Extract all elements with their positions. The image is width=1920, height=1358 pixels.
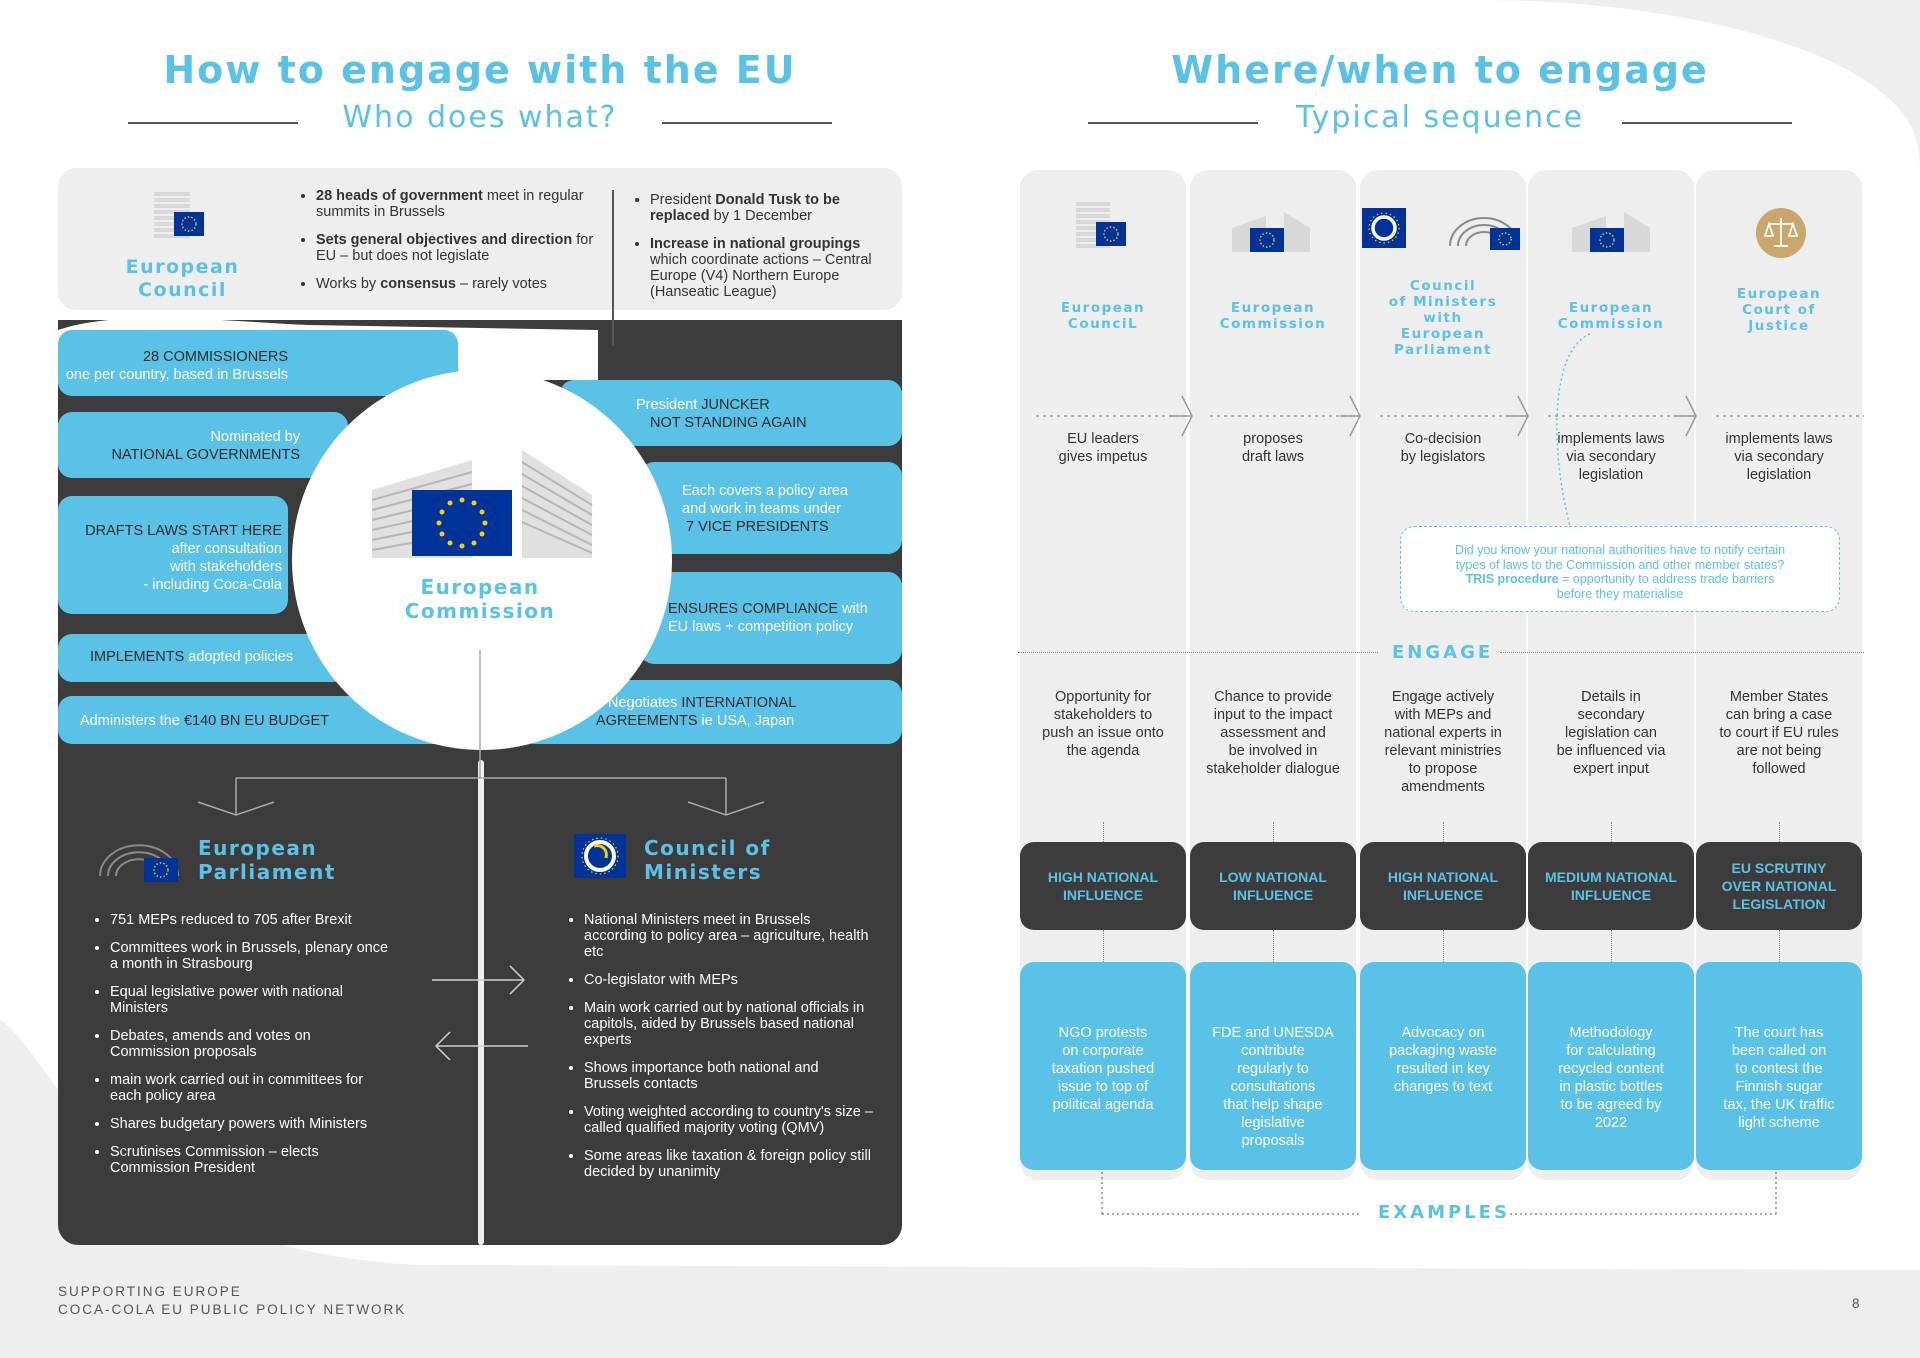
tris-bold: TRIS procedure bbox=[1465, 572, 1559, 586]
text-line: Council bbox=[1409, 278, 1477, 294]
text-line: Member States bbox=[1729, 689, 1829, 705]
pill-text: Each covers a policy area bbox=[682, 483, 849, 499]
text-line: of Ministers bbox=[1388, 294, 1498, 310]
ec-bullet-4: • President Donald Tusk to be replaced by 1 December bbox=[650, 192, 884, 224]
european-council-column-divider bbox=[612, 190, 614, 346]
engage-label: ENGAGE bbox=[1392, 642, 1494, 663]
commission-name-line2: Commission bbox=[404, 599, 556, 623]
text-line: The court has bbox=[1734, 1025, 1824, 1041]
text-line: push an issue onto bbox=[1042, 725, 1164, 741]
text-line: Co-decision bbox=[1404, 431, 1482, 447]
text-line: Opportunity for bbox=[1055, 689, 1151, 705]
text-line: stakeholder dialogue bbox=[1206, 761, 1340, 777]
text-line: MEDIUM NATIONAL bbox=[1545, 869, 1677, 885]
text-line: implements laws bbox=[1725, 431, 1833, 447]
pill-text: JUNCKER bbox=[701, 397, 770, 413]
pill-text: one per country, based in Brussels bbox=[65, 367, 288, 383]
text-line: European bbox=[1568, 300, 1654, 316]
tris-line4: before they materialise bbox=[1556, 586, 1684, 601]
bullet-item: • 751 MEPs reduced to 705 after Brexit bbox=[110, 912, 392, 928]
council-ministers-name bbox=[644, 836, 771, 884]
commission-name-line1: European bbox=[420, 575, 540, 599]
example-card bbox=[1360, 962, 1526, 1170]
example-card bbox=[1020, 962, 1186, 1170]
european-council-bullets-col1 bbox=[300, 188, 600, 304]
engage-dotted-line-left bbox=[1018, 652, 1378, 653]
pill-text: adopted policies bbox=[184, 649, 294, 665]
pill-text: INTERNATIONAL bbox=[681, 695, 797, 711]
text-line: European bbox=[1230, 300, 1316, 316]
text-line: input to the impact bbox=[1213, 707, 1333, 723]
text-line: NGO protests bbox=[1058, 1025, 1148, 1041]
pill-text: NOT STANDING AGAIN bbox=[650, 415, 807, 431]
text-line: recycled content bbox=[1558, 1061, 1664, 1077]
pill-text: NATIONAL GOVERNMENTS bbox=[111, 447, 300, 463]
influence-text bbox=[1722, 859, 1837, 913]
council-of-europe-icon bbox=[572, 832, 628, 880]
column-heading bbox=[1020, 300, 1186, 332]
text-line: tax, the UK traffic bbox=[1723, 1097, 1835, 1113]
text-line: that help shape bbox=[1223, 1097, 1323, 1113]
bullet-item: • Equal legislative power with national Ministers bbox=[110, 984, 392, 1016]
text-line: political agenda bbox=[1052, 1097, 1154, 1113]
bullet-item: • Shows importance both national and Brussels contacts bbox=[584, 1060, 876, 1092]
european-council-name bbox=[110, 256, 255, 302]
commission-building-icon bbox=[1230, 210, 1312, 252]
right-subtitle-rule-right bbox=[1622, 122, 1792, 124]
text-line: consultations bbox=[1230, 1079, 1316, 1095]
text-line: legislation can bbox=[1565, 725, 1657, 741]
dotted-connector bbox=[1779, 822, 1780, 842]
text-line: Details in bbox=[1581, 689, 1641, 705]
pill-text: €140 BN EU BUDGET bbox=[183, 713, 330, 729]
bullet-item: • National Ministers meet in Brussels according to policy area – agriculture, health etc bbox=[584, 912, 876, 960]
text-line: INFLUENCE bbox=[1570, 887, 1652, 903]
column-heading bbox=[1190, 300, 1356, 332]
text-line: with bbox=[1423, 310, 1463, 326]
text-line: contribute bbox=[1241, 1043, 1305, 1059]
influence-badge bbox=[1360, 842, 1526, 930]
text-line: followed bbox=[1752, 761, 1806, 777]
text-line: for calculating bbox=[1566, 1043, 1656, 1059]
influence-text bbox=[1219, 868, 1327, 904]
text-line: be involved in bbox=[1228, 743, 1318, 759]
eu-flag-icon bbox=[152, 190, 212, 242]
dotted-connector bbox=[1103, 822, 1104, 842]
text-line: INFLUENCE bbox=[1232, 887, 1314, 903]
text-line: OVER NATIONAL bbox=[1721, 878, 1837, 894]
engage-opportunity bbox=[1524, 688, 1698, 778]
parliament-name-line2: Parliament bbox=[198, 860, 336, 884]
left-subtitle-rule-left bbox=[128, 122, 298, 124]
left-title: How to engage with the EU bbox=[163, 48, 797, 92]
pill-text: AGREEMENTS bbox=[596, 713, 698, 729]
tris-info-box bbox=[1400, 526, 1840, 612]
text-line: relevant ministries bbox=[1384, 743, 1502, 759]
text-line: in plastic bottles bbox=[1559, 1079, 1663, 1095]
pill-text: IMPLEMENTS bbox=[90, 649, 185, 665]
european-council-name-line2: Council bbox=[138, 279, 227, 301]
text-line: resulted in key bbox=[1396, 1061, 1490, 1077]
european-commission-name bbox=[380, 575, 580, 623]
text-line: with MEPs and bbox=[1394, 707, 1492, 723]
example-card bbox=[1190, 962, 1356, 1170]
influence-badge bbox=[1020, 842, 1186, 930]
text-line: been called on bbox=[1731, 1043, 1827, 1059]
text-line: FDE and UNESDA bbox=[1212, 1025, 1334, 1041]
bullet-item: • Scrutinises Commission – elects Commission President bbox=[110, 1144, 392, 1176]
text-line: Court of bbox=[1742, 302, 1816, 318]
commission-connector-lines bbox=[58, 650, 902, 820]
text-line: INFLUENCE bbox=[1402, 887, 1484, 903]
footer-line1: SUPPORTING EUROPE bbox=[58, 1284, 242, 1299]
dotted-connector bbox=[1611, 930, 1612, 962]
commission-pill-nominated bbox=[58, 412, 348, 478]
text-line: legislation bbox=[1578, 467, 1644, 483]
dotted-connector bbox=[1611, 822, 1612, 842]
influence-badge bbox=[1696, 842, 1862, 930]
pill-text: with stakeholders bbox=[169, 559, 282, 575]
text-line: European bbox=[1400, 326, 1486, 342]
text-line: regularly to bbox=[1237, 1061, 1309, 1077]
text-line: Advocacy on bbox=[1401, 1025, 1485, 1041]
pill-text: EU laws + competition policy bbox=[668, 619, 853, 635]
column-heading bbox=[1528, 300, 1694, 332]
dotted-connector bbox=[1443, 822, 1444, 842]
tris-line1: Did you know your national authorities have to notify certain bbox=[1454, 543, 1786, 557]
text-line: HIGH NATIONAL bbox=[1047, 869, 1159, 885]
bullet-item: • Main work carried out by national officials in capitols, aided by Brussels based national experts bbox=[584, 1000, 876, 1048]
text-line: via secondary bbox=[1566, 449, 1656, 465]
text-line: by legislators bbox=[1400, 449, 1486, 465]
ec-bullet-1: • 28 heads of government meet in regular summits in Brussels bbox=[316, 188, 600, 220]
tris-line2: types of laws to the Commission and other member states? bbox=[1455, 557, 1785, 572]
pill-text: Negotiates bbox=[608, 695, 682, 711]
ec-bullet-2: • Sets general objectives and direction for EU – but does not legislate bbox=[316, 232, 600, 264]
text-line: taxation pushed bbox=[1051, 1061, 1155, 1077]
bullet-item: • main work carried out in committees for each policy area bbox=[110, 1072, 392, 1104]
text-line: issue to top of bbox=[1057, 1079, 1149, 1095]
text-line: to contest the bbox=[1735, 1061, 1823, 1077]
text-line: via secondary bbox=[1734, 449, 1824, 465]
text-line: packaging waste bbox=[1388, 1043, 1497, 1059]
text-line: Commission bbox=[1557, 316, 1665, 332]
text-line: draft laws bbox=[1241, 449, 1305, 465]
bullet-item: • Committees work in Brussels, plenary once a month in Strasbourg bbox=[110, 940, 392, 972]
eu-flag-icon bbox=[1074, 200, 1130, 250]
influence-badge bbox=[1190, 842, 1356, 930]
text-line: national experts in bbox=[1384, 725, 1502, 741]
text-line: Justice bbox=[1748, 318, 1810, 334]
engage-opportunity bbox=[1186, 688, 1360, 778]
european-parliament-name bbox=[198, 836, 336, 884]
text-line: CounciL bbox=[1067, 316, 1139, 332]
commission-pill-policy-area bbox=[640, 462, 902, 554]
text-line: stakeholders to bbox=[1053, 707, 1153, 723]
council-of-europe-icon bbox=[1362, 208, 1406, 248]
pill-text: ENSURES COMPLIANCE bbox=[668, 601, 839, 617]
text-line: Parliament bbox=[1394, 342, 1492, 358]
commission-building-icon bbox=[1570, 210, 1652, 252]
right-subtitle-rule-left bbox=[1088, 122, 1258, 124]
left-subtitle-rule-right bbox=[662, 122, 832, 124]
engage-dotted-line-right bbox=[1500, 652, 1864, 653]
pill-text: after consultation bbox=[171, 541, 282, 557]
parliament-name-line1: European bbox=[198, 836, 318, 860]
text-line: legislation bbox=[1746, 467, 1812, 483]
influence-text bbox=[1388, 868, 1498, 904]
pill-text: 7 VICE PRESIDENTS bbox=[686, 519, 829, 535]
example-card bbox=[1528, 962, 1694, 1170]
text-line: LOW NATIONAL bbox=[1219, 869, 1327, 885]
bullet-item: • Debates, amends and votes on Commission proposals bbox=[110, 1028, 392, 1060]
text-line: 2022 bbox=[1594, 1115, 1628, 1131]
text-line: gives impetus bbox=[1058, 449, 1148, 465]
text-line: legislative bbox=[1241, 1115, 1305, 1131]
text-line: amendments bbox=[1401, 779, 1485, 795]
text-line: be influenced via bbox=[1556, 743, 1666, 759]
text-line: EU SCRUTINY bbox=[1731, 860, 1827, 876]
text-line: are not being bbox=[1736, 743, 1822, 759]
dotted-connector bbox=[1103, 930, 1104, 962]
dotted-connector bbox=[1273, 822, 1274, 842]
text-line: INFLUENCE bbox=[1062, 887, 1144, 903]
left-subtitle: Who does what? bbox=[342, 100, 618, 135]
text-line: LEGISLATION bbox=[1732, 896, 1826, 912]
european-council-bullets-col2 bbox=[634, 192, 884, 312]
bullet-item: • Co-legislator with MEPs bbox=[584, 972, 876, 988]
engage-opportunity bbox=[1692, 688, 1866, 778]
footer-line2: COCA-COLA EU PUBLIC POLICY NETWORK bbox=[58, 1302, 407, 1317]
ec-bullet-3: • Works by consensus – rarely votes bbox=[316, 276, 600, 292]
influence-badge bbox=[1528, 842, 1694, 930]
column-heading bbox=[1360, 278, 1526, 358]
council-ministers-bullets bbox=[566, 912, 876, 1192]
commission-pill-drafts-laws bbox=[58, 496, 288, 614]
pill-text: with bbox=[838, 601, 868, 617]
pill-text: and work in teams under bbox=[682, 501, 841, 517]
parliament-hemicycle-icon bbox=[96, 836, 182, 886]
text-line: Engage actively bbox=[1391, 689, 1495, 705]
council-ministers-name-line1: Council of bbox=[644, 836, 771, 860]
court-scales-icon bbox=[1754, 206, 1808, 260]
text-line: Chance to provide bbox=[1214, 689, 1332, 705]
examples-label: EXAMPLES bbox=[1378, 1202, 1510, 1223]
text-line: light scheme bbox=[1738, 1115, 1820, 1131]
right-subtitle: Typical sequence bbox=[1295, 100, 1585, 135]
tris-pointer bbox=[1530, 330, 1610, 530]
influence-text bbox=[1048, 868, 1158, 904]
dotted-connector bbox=[1779, 930, 1780, 962]
text-line: to be agreed by bbox=[1560, 1097, 1662, 1113]
pill-text: Administers the bbox=[80, 713, 184, 729]
influence-text bbox=[1545, 868, 1677, 904]
commission-building-icon bbox=[362, 440, 602, 560]
bullet-item: • Some areas like taxation & foreign policy still decided by unanimity bbox=[584, 1148, 876, 1180]
tris-line3: = opportunity to address trade barriers bbox=[1558, 572, 1775, 586]
pill-text: President bbox=[636, 397, 702, 413]
engage-opportunity bbox=[1016, 688, 1190, 760]
pill-text: 28 COMMISSIONERS bbox=[142, 349, 288, 365]
ec-bullet-5: • Increase in national groupings which coordinate actions – Central Europe (V4) Northern Europe (Hanseatic League) bbox=[650, 236, 884, 300]
sequence-arrows bbox=[1020, 380, 1880, 440]
text-line: implements laws bbox=[1557, 431, 1665, 447]
text-line: proposes bbox=[1243, 431, 1303, 447]
text-line: to court if EU rules bbox=[1719, 725, 1839, 741]
pill-text: ie USA, Japan bbox=[697, 713, 795, 729]
text-line: secondary bbox=[1577, 707, 1645, 723]
text-line: on corporate bbox=[1062, 1043, 1144, 1059]
text-line: Finnish sugar bbox=[1735, 1079, 1823, 1095]
page-number: 8 bbox=[1852, 1296, 1860, 1311]
dotted-connector bbox=[1273, 930, 1274, 962]
text-line: Commission bbox=[1219, 316, 1327, 332]
text-line: the agenda bbox=[1066, 743, 1140, 759]
text-line: assessment and bbox=[1220, 725, 1326, 741]
dotted-connector bbox=[1443, 930, 1444, 962]
bullet-item: • Shares budgetary powers with Ministers bbox=[110, 1116, 392, 1132]
pill-text: DRAFTS LAWS START HERE bbox=[85, 523, 282, 539]
parliament-council-arrows bbox=[430, 940, 530, 1060]
engage-opportunity bbox=[1356, 688, 1530, 796]
text-line: European bbox=[1060, 300, 1146, 316]
bullet-item: • Voting weighted according to country's size – called qualified majority voting (QMV) bbox=[584, 1104, 876, 1136]
right-title: Where/when to engage bbox=[1171, 48, 1709, 92]
text-line: to propose bbox=[1408, 761, 1478, 777]
pill-text: - including Coca-Cola bbox=[143, 577, 282, 593]
text-line: changes to text bbox=[1393, 1079, 1493, 1095]
example-card bbox=[1696, 962, 1862, 1170]
pill-text: Nominated by bbox=[210, 429, 300, 445]
text-line: proposals bbox=[1241, 1133, 1305, 1149]
council-ministers-name-line2: Ministers bbox=[644, 860, 763, 884]
column-heading bbox=[1696, 286, 1862, 334]
text-line: European bbox=[1736, 286, 1822, 302]
commission-pill-commissioners bbox=[58, 330, 458, 396]
european-council-name-line1: European bbox=[125, 256, 240, 278]
parliament-hemicycle-icon bbox=[1446, 210, 1522, 252]
text-line: can bring a case bbox=[1725, 707, 1833, 723]
text-line: EU leaders bbox=[1067, 431, 1139, 447]
parliament-bullets bbox=[92, 912, 392, 1188]
text-line: expert input bbox=[1573, 761, 1649, 777]
text-line: Methodology bbox=[1569, 1025, 1653, 1041]
text-line: HIGH NATIONAL bbox=[1387, 869, 1499, 885]
